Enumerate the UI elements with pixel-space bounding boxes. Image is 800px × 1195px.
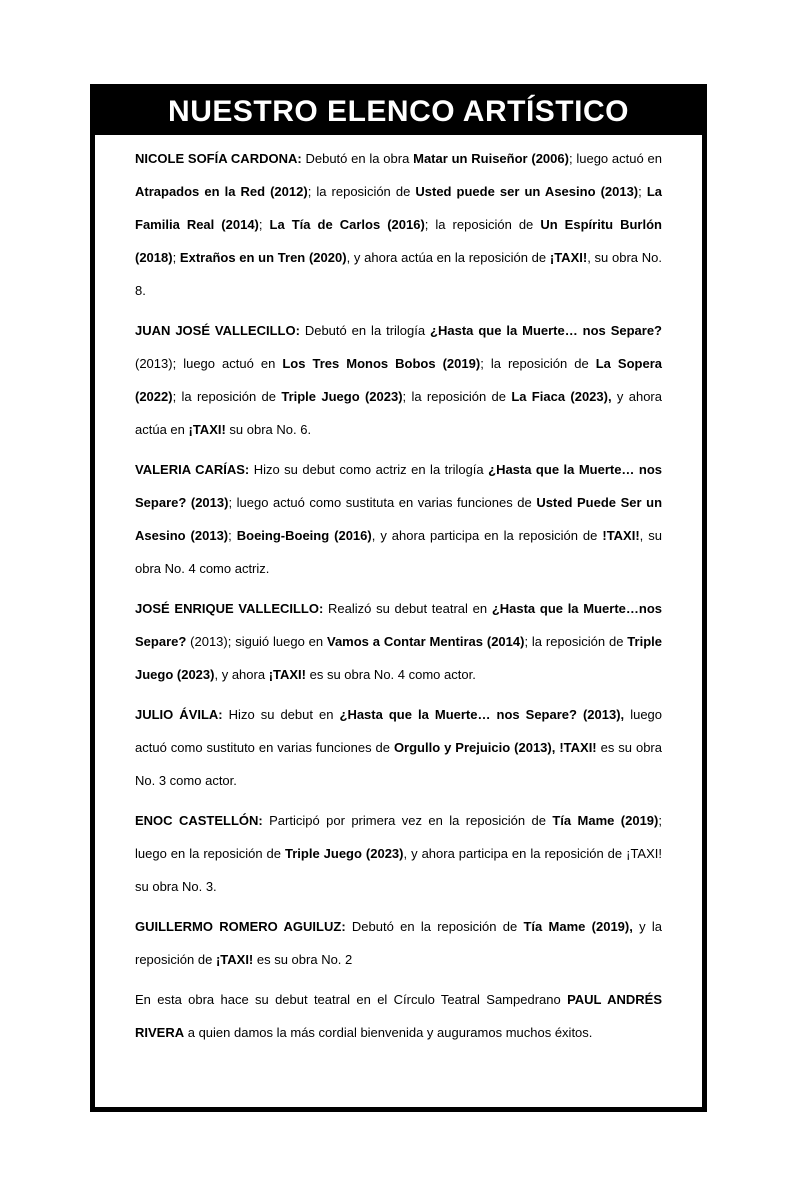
text-run: , y ahora actúa en la reposición de	[346, 250, 550, 265]
text-run-bold: Tía Mame (2019),	[523, 919, 633, 934]
text-run-bold: La Tía de Carlos (2016)	[269, 217, 425, 232]
text-run-bold: La Sopera (2022)	[135, 356, 662, 404]
bio-paragraph	[135, 804, 662, 903]
text-run-bold: ¿Hasta que la Muerte… nos Separe? (2013)	[135, 462, 663, 510]
bio-paragraph	[135, 910, 662, 976]
text-run: ; la reposición de	[172, 389, 282, 404]
text-run-bold: Un Espíritu Burlón (2018)	[135, 217, 662, 265]
text-run-bold: ENOC CASTELLÓN:	[135, 813, 270, 828]
text-run: y ahora actúa en	[135, 389, 662, 437]
text-run: Debutó en la trilogía	[304, 323, 431, 338]
text-run-bold: ¿Hasta que la Muerte…nos Separe?	[135, 601, 662, 649]
text-run-bold: Triple Juego (2023)	[285, 846, 404, 861]
text-run: ;	[228, 528, 237, 543]
text-run-bold: Tía Mame (2019)	[552, 813, 659, 828]
text-run: , y ahora participa en la reposición de	[371, 528, 603, 543]
bio-paragraph	[135, 142, 662, 307]
text-run: , su obra No. 4 como actriz.	[135, 528, 662, 576]
document-title-bar	[95, 89, 702, 135]
text-run: , y ahora	[214, 667, 269, 682]
text-run-bold: Matar un Ruiseñor (2006)	[413, 151, 569, 166]
text-run: es su obra No. 3 como actor.	[135, 740, 662, 788]
text-run: Participó por primera vez en la reposición de	[269, 813, 553, 828]
text-run-bold: Usted Puede Ser un Asesino (2013)	[135, 495, 663, 543]
text-run: es su obra No. 4 como actor.	[306, 667, 476, 682]
text-run: ;	[638, 184, 647, 199]
text-run: a quien damos la más cordial bienvenida y auguramos muchos éxitos.	[184, 1025, 593, 1040]
text-run-bold: ¡TAXI!	[549, 250, 588, 265]
text-run: ; la reposición de	[402, 389, 512, 404]
text-run-bold: ¿Hasta que la Muerte… nos Separe? (2013),	[339, 707, 625, 722]
bio-paragraphs	[95, 135, 702, 1056]
text-run: Hizo su debut en	[228, 707, 340, 722]
text-run-bold: PAUL ANDRÉS RIVERA	[135, 992, 662, 1040]
text-run: ; luego en la reposición de	[135, 813, 662, 861]
bio-paragraph	[135, 698, 662, 797]
text-run: ; luego actuó en	[568, 151, 662, 166]
text-run: Debutó en la obra	[305, 151, 414, 166]
text-run-bold: ¡TAXI!	[215, 952, 254, 967]
text-run-bold: Usted puede ser un Asesino (2013)	[415, 184, 639, 199]
text-run-bold: VALERIA CARÍAS:	[135, 462, 254, 477]
text-run: es su obra No. 2	[253, 952, 353, 967]
text-run-bold: Los Tres Monos Bobos (2019)	[282, 356, 481, 371]
text-run-bold: GUILLERMO ROMERO AGUILUZ:	[135, 919, 352, 934]
text-run: (2013); siguió luego en	[186, 634, 327, 649]
text-run: ;	[258, 217, 270, 232]
cast-program-document	[90, 84, 707, 1112]
text-run-bold: Orgullo y Prejuicio (2013),	[393, 740, 556, 755]
text-run: ; la reposición de	[424, 217, 541, 232]
text-run-bold: JULIO ÁVILA:	[135, 707, 229, 722]
text-run-bold: Triple Juego (2023)	[135, 634, 662, 682]
text-run-bold: Extraños en un Tren (2020)	[179, 250, 347, 265]
text-run: ; la reposición de	[480, 356, 596, 371]
text-run: Realizó su debut teatral en	[328, 601, 492, 616]
text-run-bold: Boeing-Boeing (2016)	[236, 528, 372, 543]
text-run: Debutó en la reposición de	[351, 919, 524, 934]
bio-paragraph	[135, 983, 662, 1049]
text-run: En esta obra hace su debut teatral en el Círculo Teatral Sampedrano	[135, 992, 568, 1007]
document-title: NUESTRO ELENCO ARTÍSTICO	[168, 95, 629, 128]
text-run-bold: Atrapados en la Red (2012)	[135, 184, 308, 199]
text-run-bold: Triple Juego (2023)	[281, 389, 403, 404]
text-run-bold: Vamos a Contar Mentiras (2014)	[326, 634, 525, 649]
text-run: (2013); luego actuó en	[135, 356, 283, 371]
text-run: ; la reposición de	[307, 184, 416, 199]
text-run-bold: La Fiaca (2023),	[511, 389, 612, 404]
bio-paragraph	[135, 453, 662, 585]
bio-paragraph	[135, 314, 662, 446]
text-run-bold: ¡TAXI!	[268, 667, 306, 682]
text-run-bold: NICOLE SOFÍA CARDONA:	[135, 151, 306, 166]
text-run-bold: La Familia Real (2014)	[135, 184, 662, 232]
text-run: luego actuó como sustituto en varias funciones de	[135, 707, 663, 755]
text-run: Hizo su debut como actriz en la trilogía	[253, 462, 489, 477]
text-run-bold: JUAN JOSÉ VALLECILLO:	[135, 323, 305, 338]
text-run: y la reposición de	[135, 919, 662, 967]
text-run: , y ahora participa en la reposición de ¡TAXI! su obra No. 3.	[135, 846, 662, 894]
text-run-bold: JOSÉ ENRIQUE VALLECILLO:	[135, 601, 329, 616]
text-run: ; luego actuó como sustituta en varias funciones de	[228, 495, 537, 510]
text-run-bold: ¿Hasta que la Muerte… nos Separe?	[430, 323, 662, 338]
text-run-bold: !TAXI!	[602, 528, 640, 543]
text-run: ;	[172, 250, 180, 265]
text-run: su obra No. 6.	[225, 422, 312, 437]
bio-paragraph	[135, 592, 662, 691]
text-run-bold: ¡TAXI!	[188, 422, 226, 437]
text-run: , su obra No. 8.	[135, 250, 662, 298]
text-run: ; la reposición de	[524, 634, 628, 649]
text-run-bold: !TAXI!	[559, 740, 597, 755]
